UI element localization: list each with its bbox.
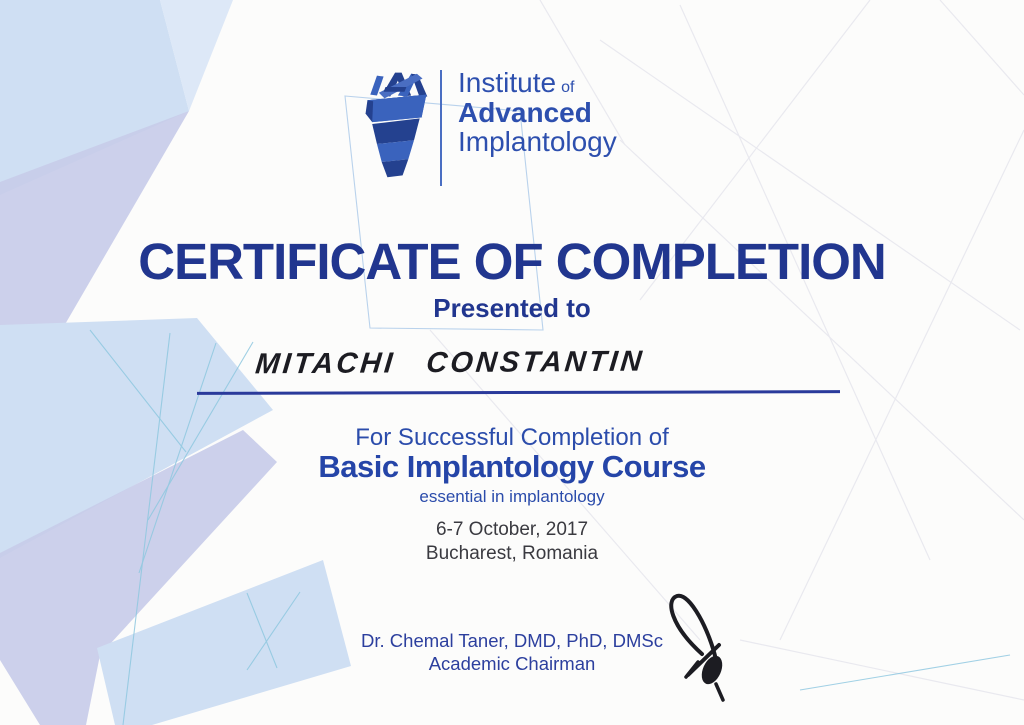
course-name: Basic Implantology Course <box>318 449 706 484</box>
institute-name-line3: Implantology <box>458 126 617 158</box>
signatory-block <box>0 629 1024 675</box>
institute-word: Institute <box>458 67 557 98</box>
signatory-title: Academic Chairman <box>428 653 596 674</box>
iai-implant-logo-icon <box>357 64 433 186</box>
institute-name-line2: Advanced <box>458 96 592 128</box>
event-date: 6-7 October, 2017 <box>435 519 589 540</box>
institute-logo <box>357 64 617 186</box>
logo-divider-line <box>440 70 442 186</box>
recipient-name-handwritten: MITACHI CONSTANTIN <box>253 345 647 381</box>
event-location: Bucharest, Romania <box>425 543 599 564</box>
certificate-title: CERTIFICATE OF COMPLETION <box>138 233 886 290</box>
signature-ink <box>650 582 750 712</box>
presented-to-label: Presented to <box>433 293 591 323</box>
institute-name <box>458 68 617 157</box>
institute-name-line1 <box>458 68 617 98</box>
course-subtitle: essential in implantology <box>419 487 605 506</box>
institute-of: of <box>561 79 575 96</box>
signatory-name: Dr. Chemal Taner, DMD, PhD, DMSc <box>361 630 663 651</box>
completion-statement: For Successful Completion of <box>355 424 669 451</box>
